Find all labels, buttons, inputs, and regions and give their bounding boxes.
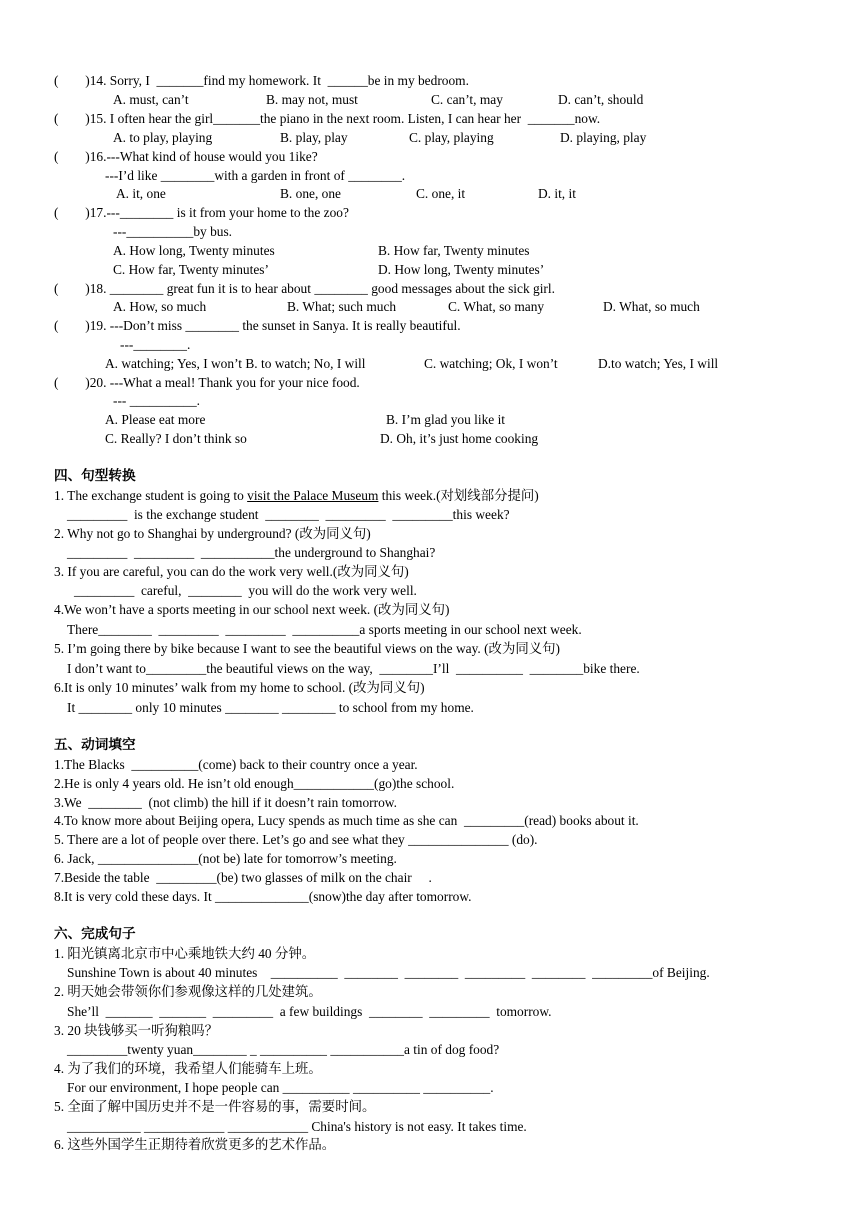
option-c: C. What, so many: [448, 299, 545, 314]
option-a: A. must, can’t: [113, 92, 189, 107]
dialogue-line: ---__________by bus.: [113, 224, 233, 239]
option-d: D. Oh, it’s just home cooking: [380, 431, 539, 446]
option-b: B. What; such much: [287, 299, 397, 314]
exercise-line: 2. Why not go to Shanghai by underground? (改为同义句): [54, 526, 371, 541]
answer-line: It ________ only 10 minutes ________ ________ to school from my home.: [67, 700, 474, 715]
question-17: ( )17.---________ is it from your home to the zoo?: [54, 205, 349, 220]
option-b: B. may not, must: [266, 92, 358, 107]
option-a: A. Please eat more: [105, 412, 206, 427]
option-d: D. What, so much: [603, 299, 700, 314]
answer-line: _________ is the exchange student ________ _________ _________this week?: [67, 507, 510, 522]
option-d: D. it, it: [538, 186, 576, 201]
dialogue-line: --- __________.: [113, 393, 201, 408]
option-b: B. play, play: [280, 130, 348, 145]
option-c: C. Really? I don’t think so: [105, 431, 247, 446]
option-a: A. it, one: [116, 186, 166, 201]
exercise-line: 6.It is only 10 minutes’ walk from my home to school. (改为同义句): [54, 680, 425, 695]
exercise-line: 5. There are a lot of people over there. Let’s go and see what they _______________ (do).: [54, 832, 538, 847]
answer-line: I don’t want to_________the beautiful views on the way, ________I’ll __________ ________bike there.: [67, 661, 640, 676]
exercise-line: 5. I’m going there by bike because I want to see the beautiful views on the way. (改为同义句): [54, 641, 560, 656]
question-20: ( )20. ---What a meal! Thank you for your nice food.: [54, 375, 360, 390]
prompt-text: 1. The exchange student is going to: [54, 488, 248, 503]
option-a-b: A. watching; Yes, I won’t B. to watch; No, I will: [105, 356, 366, 371]
question-18: ( )18. ________ great fun it is to hear about ________ good messages about the sick girl.: [54, 281, 555, 296]
exercise-line: 2. 明天她会带领你们参观像这样的几处建筑。: [54, 984, 322, 999]
exercise-line: [54, 487, 539, 505]
option-c: C. one, it: [416, 186, 466, 201]
dialogue-line: ---________.: [120, 337, 191, 352]
section-heading: 五、动词填空: [54, 737, 136, 752]
exercise-line: 6. Jack, _______________(not be) late for tomorrow’s meeting.: [54, 851, 397, 866]
exercise-line: 4.We won’t have a sports meeting in our school next week. (改为同义句): [54, 602, 450, 617]
exercise-line: 2.He is only 4 years old. He isn’t old enough____________(go)the school.: [54, 776, 455, 791]
section-heading: 六、完成句子: [54, 926, 136, 941]
option-c: C. play, playing: [409, 130, 494, 145]
option-b: B. I’m glad you like it: [386, 412, 506, 427]
exercise-line: 1.The Blacks __________(come) back to their country once a year.: [54, 757, 418, 772]
exercise-line: 3.We ________ (not climb) the hill if it doesn’t rain tomorrow.: [54, 795, 397, 810]
option-b: B. one, one: [280, 186, 341, 201]
answer-line: _________ careful, ________ you will do the work very well.: [74, 583, 417, 598]
option-d: D. How long, Twenty minutes’: [378, 262, 545, 277]
option-a: A. How long, Twenty minutes: [113, 243, 275, 258]
answer-line: _________ _________ ___________the underground to Shanghai?: [67, 545, 436, 560]
exercise-line: 4.To know more about Beijing opera, Lucy spends as much time as she can _________(read) books about it.: [54, 813, 639, 828]
answer-line: ___________ ____________ ____________ China's history is not easy. It takes time.: [67, 1119, 527, 1134]
answer-line: Sunshine Town is about 40 minutes __________ ________ ________ _________ ________ _________of Beijing.: [67, 965, 710, 980]
exercise-line: 1. 阳光镇离北京市中心乘地铁大约 40 分钟。: [54, 946, 316, 961]
question-19: ( )19. ---Don’t miss ________ the sunset in Sanya. It is really beautiful.: [54, 318, 461, 333]
option-d: D. playing, play: [560, 130, 647, 145]
answer-line: _________twenty yuan________ _ __________ ___________a tin of dog food?: [67, 1042, 500, 1057]
option-c: C. How far, Twenty minutes’: [113, 262, 269, 277]
option-c: C. watching; Ok, I won’t: [424, 356, 558, 371]
option-a: A. How, so much: [113, 299, 207, 314]
exercise-line: 3. If you are careful, you can do the work very well.(改为同义句): [54, 564, 409, 579]
exercise-line: 3. 20 块钱够买一听狗粮吗？: [54, 1023, 219, 1038]
exercise-line: 4. 为了我们的环境，我希望人们能骑车上班。: [54, 1061, 322, 1076]
option-d: D.to watch; Yes, I will: [598, 356, 719, 371]
prompt-text: this week.(对划线部分提问): [378, 488, 539, 503]
question-16: ( )16.---What kind of house would you 1ike?: [54, 149, 318, 164]
answer-line: For our environment, I hope people can __________ __________ __________.: [67, 1080, 494, 1095]
exercise-line: 8.It is very cold these days. It ______________(snow)the day after tomorrow.: [54, 889, 472, 904]
exercise-line: 6. 这些外国学生正期待着欣赏更多的艺术作品。: [54, 1137, 336, 1152]
underlined-phrase: visit the Palace Museum: [247, 488, 379, 503]
question-15: ( )15. I often hear the girl_______the piano in the next room. Listen, I can hear her _______now.: [54, 111, 601, 126]
answer-line: There________ _________ _________ __________a sports meeting in our school next week.: [67, 622, 582, 637]
option-d: D. can’t, should: [558, 92, 644, 107]
option-b: B. How far, Twenty minutes: [378, 243, 530, 258]
question-14: ( )14. Sorry, I _______find my homework. It ______be in my bedroom.: [54, 73, 469, 88]
option-a: A. to play, playing: [113, 130, 213, 145]
answer-line: She’ll _______ _______ _________ a few buildings ________ _________ tomorrow.: [67, 1004, 552, 1019]
option-c: C. can’t, may: [431, 92, 503, 107]
section-heading: 四、句型转换: [54, 468, 136, 483]
exercise-line: 7.Beside the table _________(be) two glasses of milk on the chair .: [54, 870, 432, 885]
dialogue-line: ---I’d like ________with a garden in front of ________.: [105, 168, 406, 183]
exercise-line: 5. 全面了解中国历史并不是一件容易的事，需要时间。: [54, 1099, 376, 1114]
